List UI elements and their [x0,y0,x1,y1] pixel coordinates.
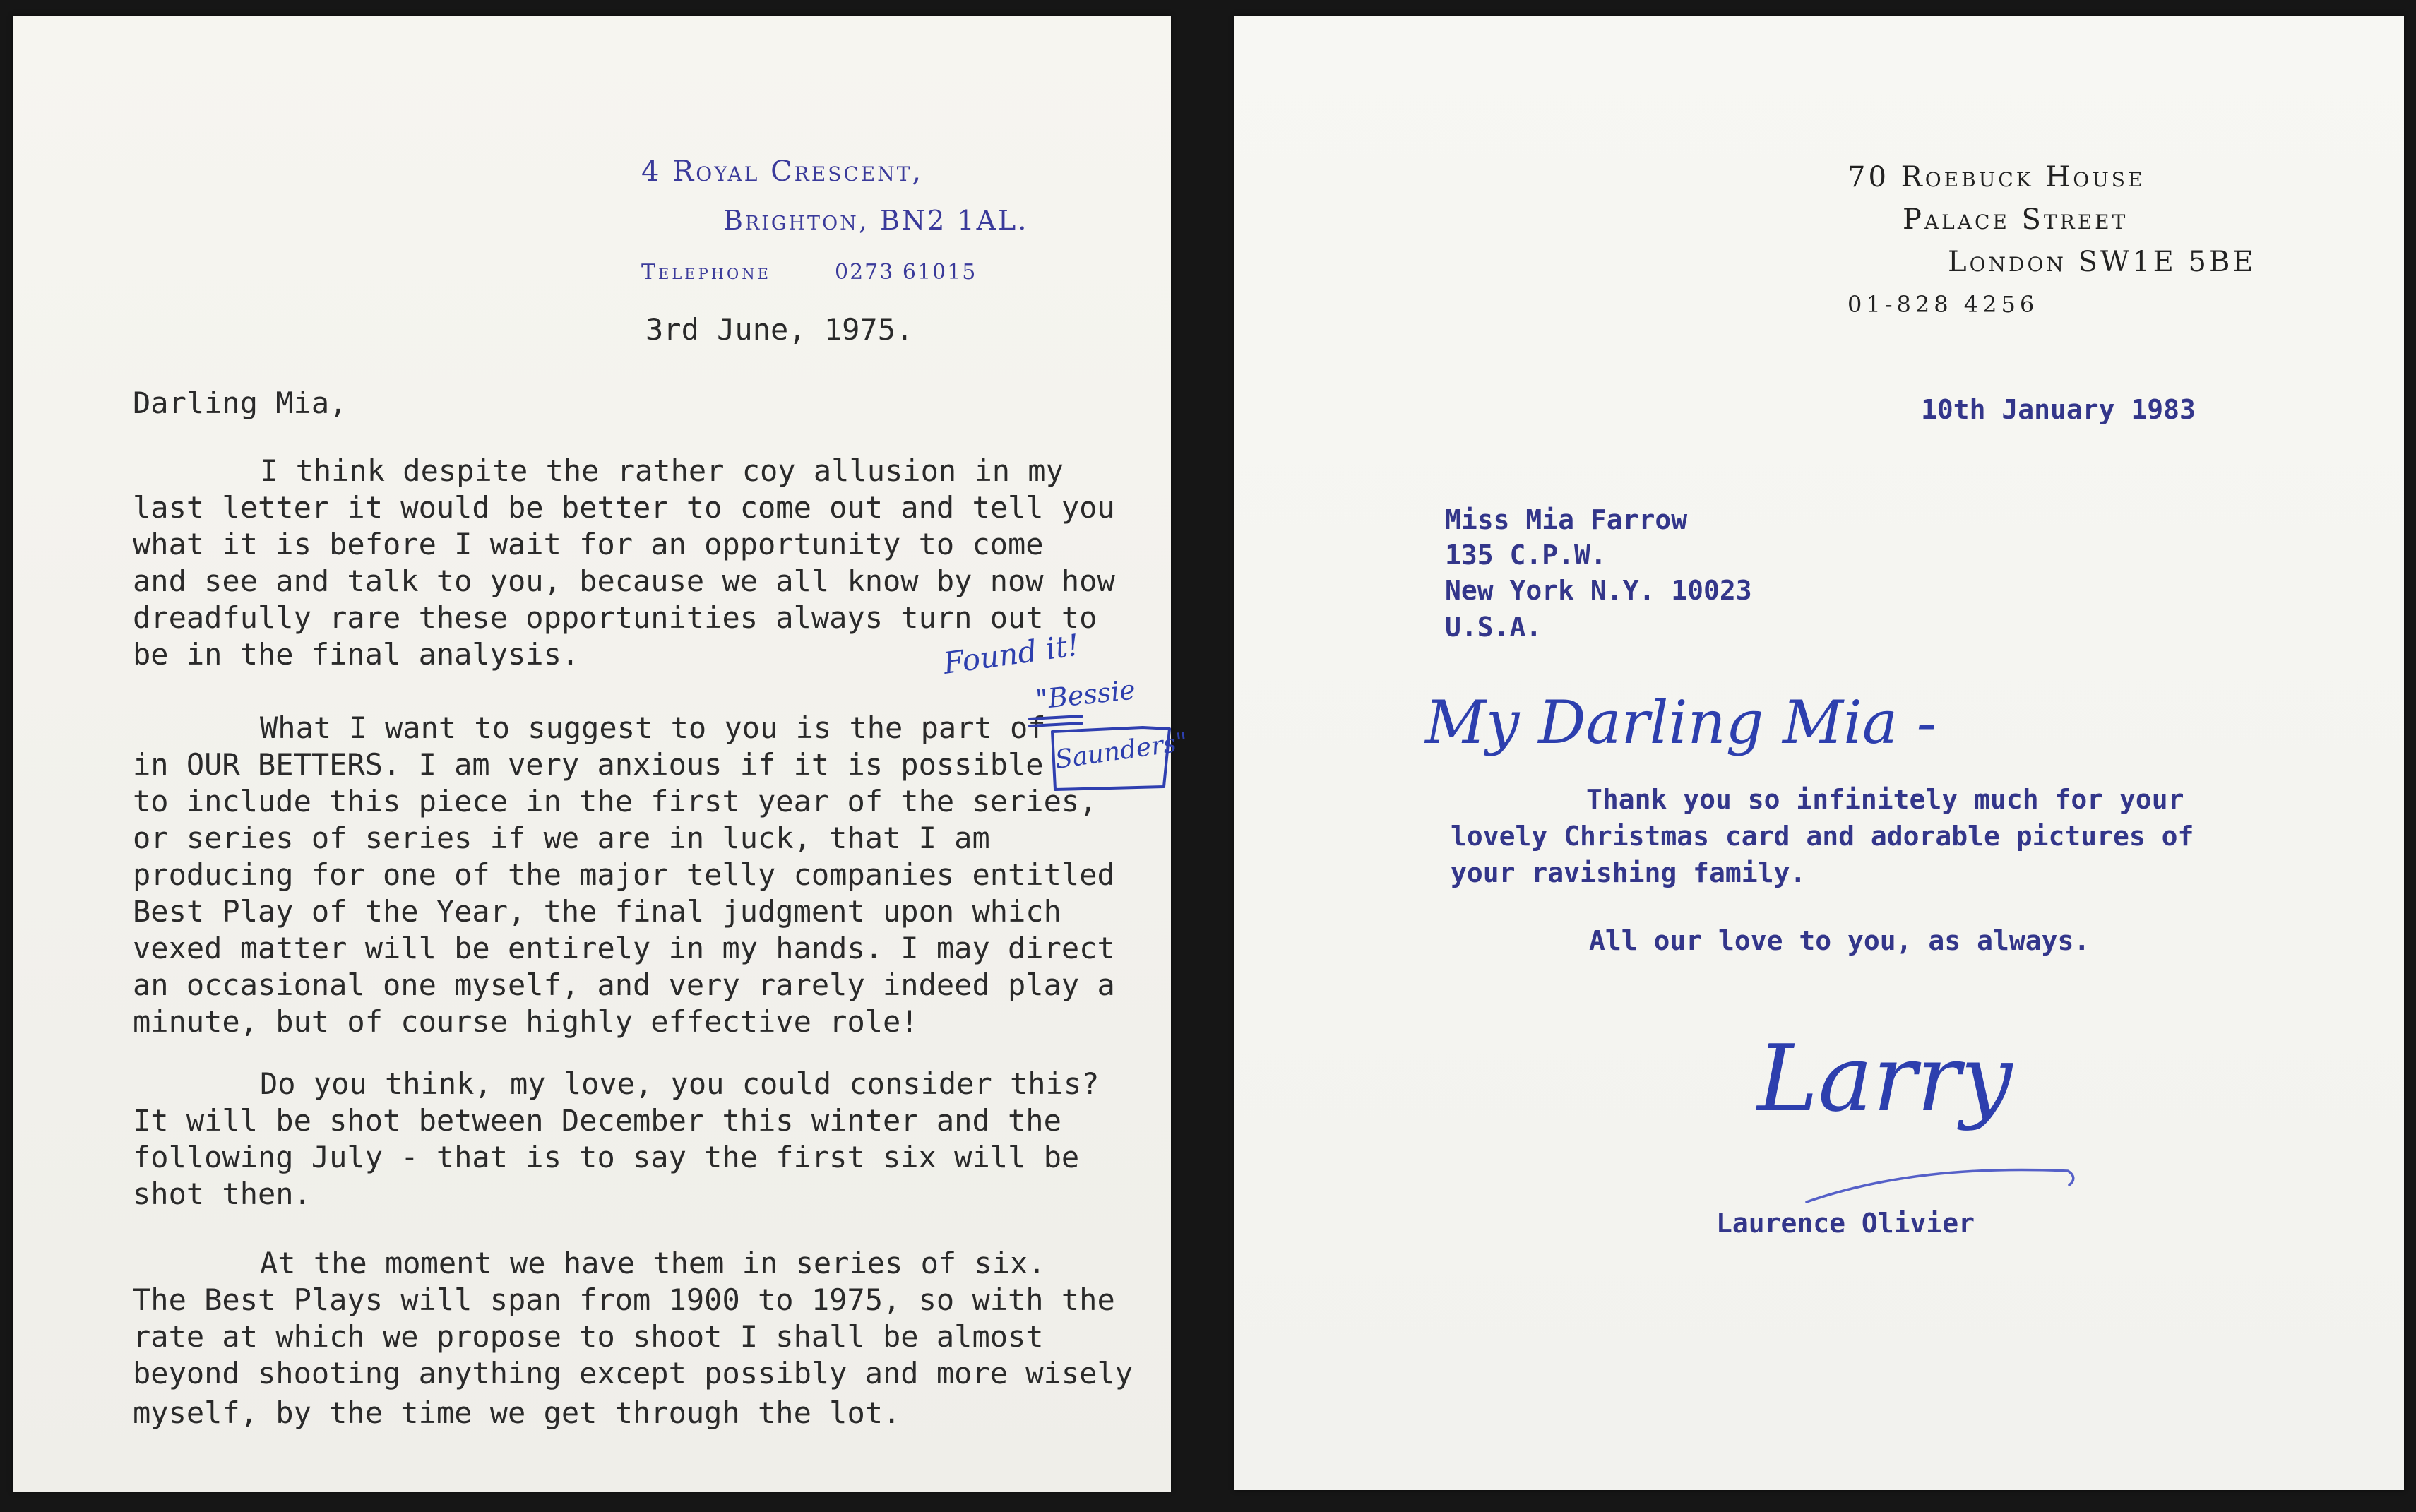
text-line: I think despite the rather coy allusion in my [260,453,1064,488]
text-line: lovely Christmas card and adorable pictures of [1451,821,2194,852]
signature [1743,990,2110,1223]
text-line: dreadfully rare these opportunities always turn out to [133,600,1097,635]
text-line: At the moment we have them in series of six. [260,1246,1046,1280]
signatory-name: Laurence Olivier [1716,1208,1975,1239]
text-line: shot then. [133,1177,311,1211]
text-line: an occasional one myself, and very rarely indeed play a [133,968,1115,1002]
address-line: 135 C.P.W. [1445,540,1607,571]
letterhead-telephone: 01-828 4256 [1847,291,2039,318]
text-line: rate at which we propose to shoot I shall be almost [133,1319,1044,1354]
letterhead-address-line1: 70 Roebuck House [1847,161,2146,194]
letter-1983 [1234,16,2404,1490]
text-line: your ravishing family. [1451,857,1807,888]
text-line: Thank you so infinitely much for your [1586,784,2184,815]
letter-date: 3rd June, 1975. [645,312,914,347]
text-line: what it is before I wait for an opportunity to come [133,527,1044,561]
letter-1975 [13,16,1190,1492]
address-line: U.S.A. [1445,612,1542,643]
letterhead-address-line2: Palace Street [1903,203,2129,236]
letterhead-address-line1: 4 Royal Crescent, [641,155,924,188]
text-line: producing for one of the major telly companies entitled [133,857,1115,892]
letterhead-telephone-label: Telephone [641,260,771,285]
text-line: to include this piece in the first year of the series, [133,784,1097,818]
strikethrough-mark [1030,716,1082,726]
text-line: following July - that is to say the first six will be [133,1140,1080,1174]
annotation-name-1: "Bessie [1034,674,1137,715]
handwritten-salutation-text: My Darling Mia - [1425,688,1937,757]
handwritten-annotation [931,623,1190,792]
text-line: myself, by the time we get through the lot. [133,1395,901,1430]
text-line: It will be shot between December this winter and the [133,1103,1061,1138]
text-line: beyond shooting anything except possibly and more wisely [133,1356,1133,1391]
text-line: or series of series if we are in luck, that I am [133,821,990,855]
handwritten-salutation [1418,672,2054,785]
letterhead-address-line2: Brighton, BN2 1AL. [723,205,1029,236]
signature-text: Larry [1757,1025,2013,1132]
text-line: minute, but of course highly effective role! [133,1004,919,1039]
text-line: in OUR BETTERS. I am very anxious if it is possible [133,747,1044,782]
annotation-name-2: Saunders" [1053,727,1190,775]
text-line: and see and talk to you, because we all know by now how [133,564,1115,598]
letterhead-telephone: 0273 61015 [835,260,977,285]
text-line: What I want to suggest to you is the part of [260,710,1046,745]
closing-line: All our love to you, as always. [1589,925,2090,956]
annotation-found-it: Found it! [941,627,1082,681]
text-line: be in the final analysis. [133,637,580,672]
salutation: Darling Mia, [133,386,347,420]
address-line: Miss Mia Farrow [1445,504,1688,535]
text-line: vexed matter will be entirely in my hands. I may direct [133,931,1115,965]
text-line: Best Play of the Year, the final judgment upon which [133,894,1061,929]
text-line: last letter it would be better to come out and tell you [133,490,1115,525]
letterhead-address-line3: London SW1E 5BE [1948,246,2256,278]
letter-date: 10th January 1983 [1921,394,2196,425]
text-line: Do you think, my love, you could consider this? [260,1066,1100,1101]
text-line: The Best Plays will span from 1900 to 1975, so with the [133,1282,1115,1317]
signature-flourish [1807,1170,2073,1202]
address-line: New York N.Y. 10023 [1445,575,1752,606]
